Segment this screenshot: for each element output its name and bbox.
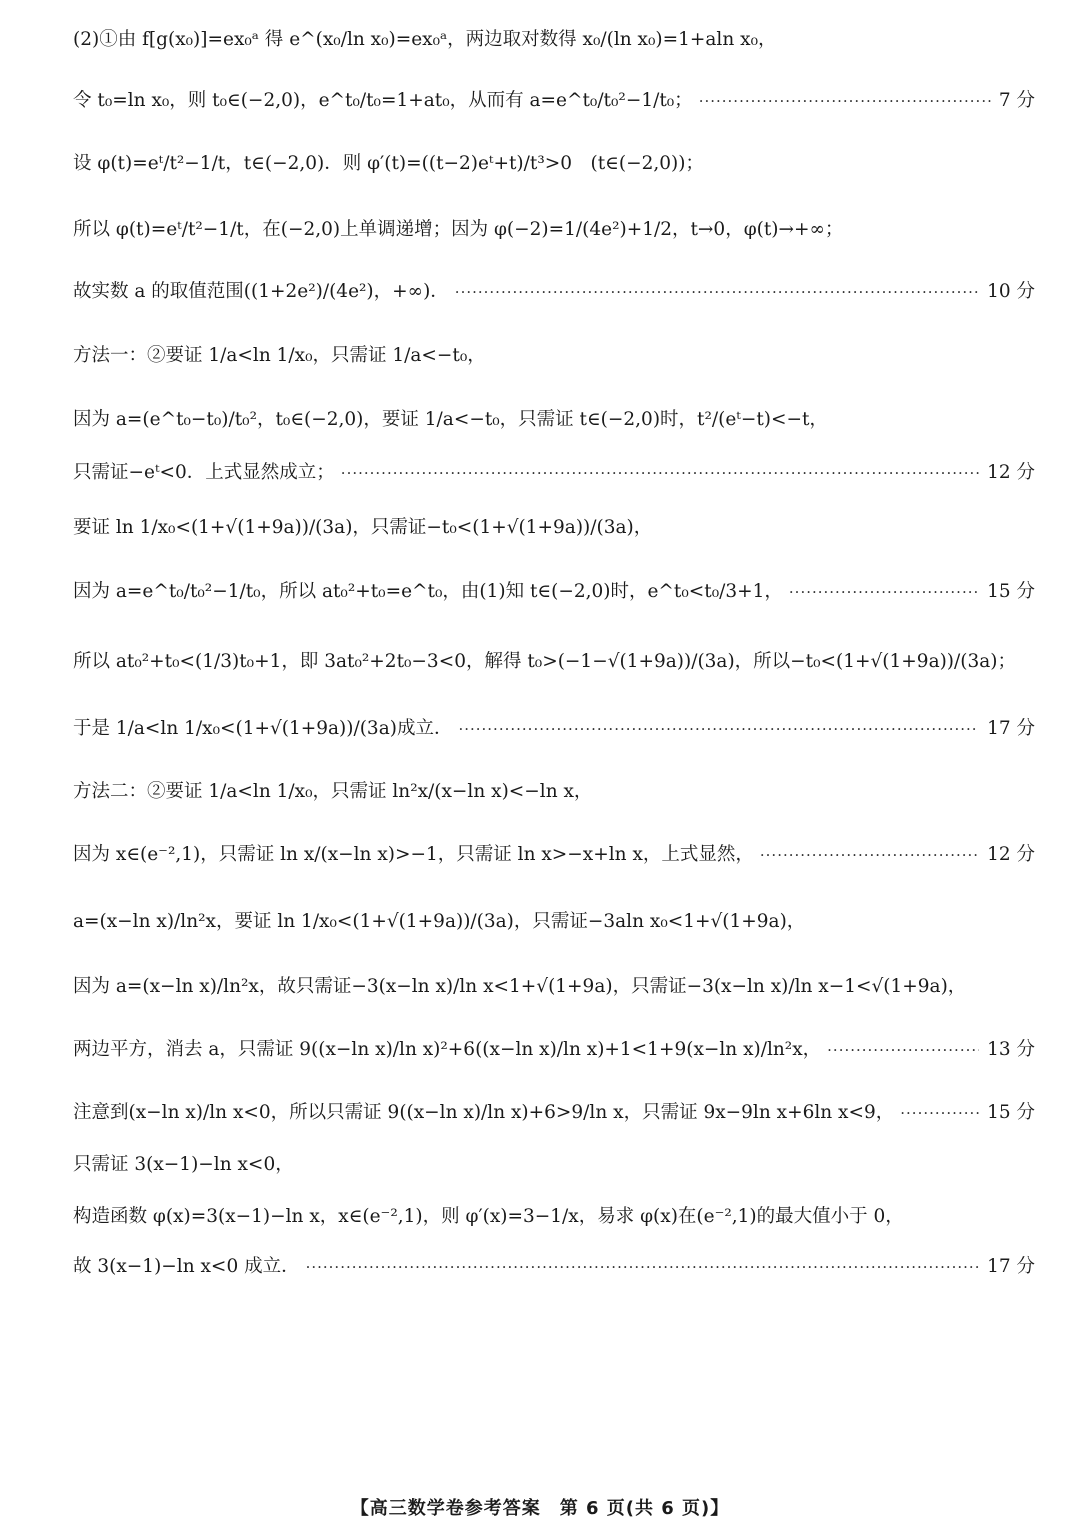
- score-mark: 17 分: [987, 718, 1035, 739]
- solution-line: 只需证−eᵗ<0．上式显然成立； ····· 12 分: [73, 461, 1035, 485]
- page-footer: 【高三数学卷参考答案 第 6 页(共 6 页)】: [350, 1498, 730, 1519]
- solution-line: 于是 1/a<ln 1/x₀<(1+√(1+9a))/(3a)成立． ····· 17 分: [73, 717, 1035, 741]
- score-mark: 17 分: [987, 1256, 1035, 1277]
- solution-line: 令 t₀=ln x₀，则 t₀∈(−2,0)，e^t₀/t₀=1+at₀，从而有 a=e^t₀/t₀²−1/t₀； ····· 7 分: [73, 89, 1035, 113]
- solution-line: 所以 φ(t)=eᵗ/t²−1/t，在(−2,0)上单调递增；因为 φ(−2)=1/(4e²)+1/2，t→0，φ(t)→+∞；: [73, 219, 844, 240]
- solution-line: 故 3(x−1)−ln x<0 成立． ····· 17 分: [73, 1255, 1035, 1279]
- solution-line: 要证 ln 1/x₀<(1+√(1+9a))/(3a)，只需证−t₀<(1+√(1+9a))/(3a)，: [73, 517, 653, 538]
- score-mark: 13 分: [987, 1039, 1035, 1060]
- solution-line: 故实数 a 的取值范围((1+2e²)/(4e²)，+∞)． ····· 10 分: [73, 280, 1035, 304]
- solution-line: 构造函数 φ(x)=3(x−1)−ln x，x∈(e⁻²,1)，则 φ′(x)=3−1/x，易求 φ(x)在(e⁻²,1)的最大值小于 0，: [73, 1206, 904, 1227]
- solution-line: 只需证 3(x−1)−ln x<0，: [73, 1154, 294, 1175]
- score-mark: 15 分: [987, 581, 1035, 602]
- score-mark: 10 分: [987, 281, 1035, 302]
- solution-line: 因为 a=(e^t₀−t₀)/t₀²，t₀∈(−2,0)，要证 1/a<−t₀，只需证 t∈(−2,0)时，t²/(eᵗ−t)<−t，: [73, 409, 828, 430]
- score-mark: 7 分: [998, 90, 1035, 111]
- score-mark: 15 分: [987, 1102, 1035, 1123]
- solution-line: 因为 x∈(e⁻²,1)，只需证 ln x/(x−ln x)>−1，只需证 ln x>−x+ln x，上式显然， ····· 12 分: [73, 843, 1035, 867]
- solution-line: 设 φ(t)=eᵗ/t²−1/t，t∈(−2,0)．则 φ′(t)=((t−2)eᵗ+t)/t³>0 (t∈(−2,0))；: [73, 153, 704, 174]
- solution-line: 因为 a=(x−ln x)/ln²x，故只需证−3(x−ln x)/ln x<1+√(1+9a)，只需证−3(x−ln x)/ln x−1<√(1+9a)，: [73, 976, 967, 997]
- solution-line: 两边平方，消去 a，只需证 9((x−ln x)/ln x)²+6((x−ln x)/ln x)+1<1+9(x−ln x)/ln²x， ····· 13 分: [73, 1038, 1035, 1062]
- solution-line: 注意到(x−ln x)/ln x<0，所以只需证 9((x−ln x)/ln x)+6>9/ln x，只需证 9x−9ln x+6ln x<9， ····· 15 分: [73, 1101, 1035, 1125]
- solution-line: (2)①由 f[g(x₀)]=ex₀ᵃ 得 e^(x₀/ln x₀)=ex₀ᵃ，两边取对数得 x₀/(ln x₀)=1+aln x₀，: [73, 29, 777, 50]
- solution-line: 因为 a=e^t₀/t₀²−1/t₀，所以 at₀²+t₀=e^t₀，由(1)知 t∈(−2,0)时，e^t₀<t₀/3+1， ····· 15 分: [73, 580, 1035, 604]
- solution-line: 所以 at₀²+t₀<(1/3)t₀+1，即 3at₀²+2t₀−3<0，解得 t₀>(−1−√(1+9a))/(3a)，所以−t₀<(1+√(1+9a))/(3a)；: [73, 651, 1016, 672]
- method-one-heading: 方法一：②要证 1/a<ln 1/x₀，只需证 1/a<−t₀，: [73, 345, 486, 366]
- solution-line: a=(x−ln x)/ln²x，要证 ln 1/x₀<(1+√(1+9a))/(3a)，只需证−3aln x₀<1+√(1+9a)，: [73, 911, 806, 932]
- score-mark: 12 分: [987, 844, 1035, 865]
- score-mark: 12 分: [987, 462, 1035, 483]
- method-two-heading: 方法二：②要证 1/a<ln 1/x₀，只需证 ln²x/(x−ln x)<−ln x，: [73, 781, 593, 802]
